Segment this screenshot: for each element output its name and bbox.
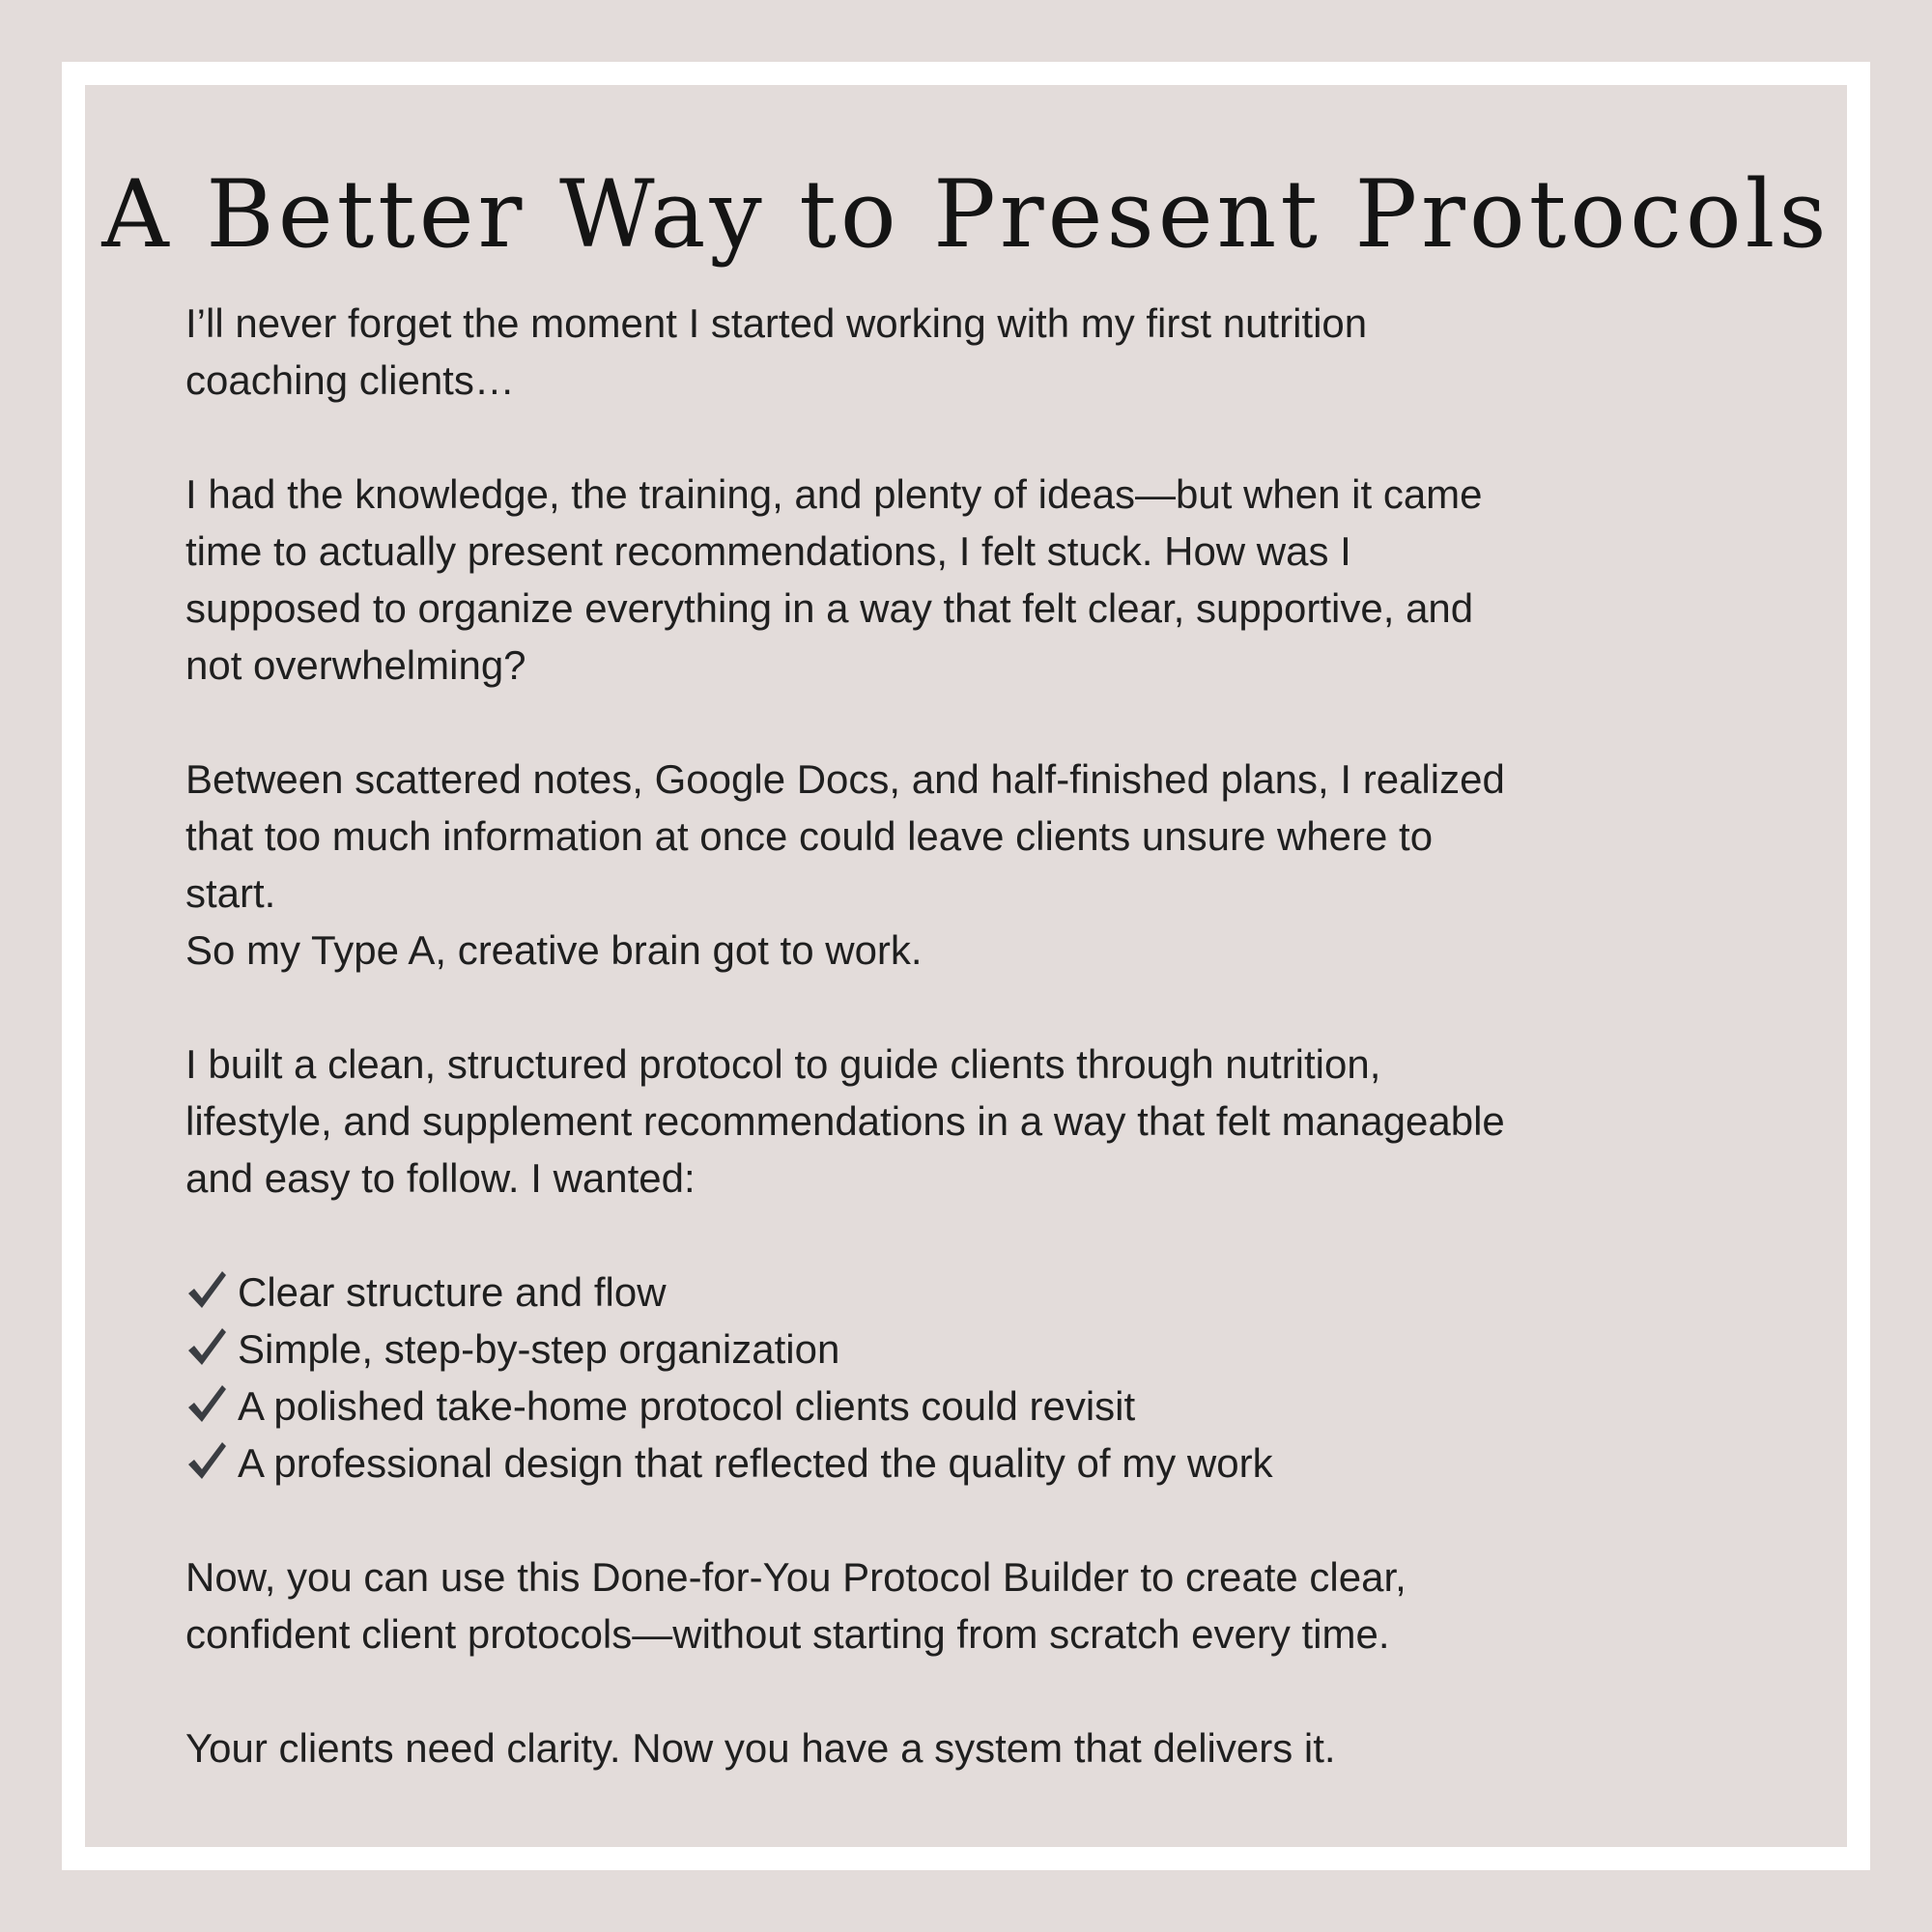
page-title: A Better Way to Present Protocols xyxy=(101,160,1831,269)
text-line: I’ll never forget the moment I started working with my first nutrition xyxy=(185,300,1368,346)
text-line: coaching clients… xyxy=(185,357,515,403)
checklist-item-label: A professional design that reflected the quality of my work xyxy=(238,1440,1273,1486)
paragraph-realization xyxy=(185,751,1750,979)
text-line: Between scattered notes, Google Docs, and half-finished plans, I realized xyxy=(185,756,1505,802)
text-line: not overwhelming? xyxy=(185,642,526,688)
text-line: confident client protocols—without starting from scratch every time. xyxy=(185,1611,1390,1657)
text-line: time to actually present recommendations, I felt stuck. How was I xyxy=(185,528,1351,574)
text-line: and easy to follow. I wanted: xyxy=(185,1155,696,1201)
paragraph-problem xyxy=(185,466,1750,694)
paragraph-solution xyxy=(185,1036,1750,1207)
paragraph-offer xyxy=(185,1548,1750,1662)
text-line: So my Type A, creative brain got to work. xyxy=(185,927,923,973)
text-line: I built a clean, structured protocol to guide clients through nutrition, xyxy=(185,1041,1381,1087)
text-line: supposed to organize everything in a way that felt clear, supportive, and xyxy=(185,585,1474,631)
checklist-item xyxy=(185,1435,1750,1492)
checklist-item xyxy=(185,1321,1750,1378)
text-line: Your clients need clarity. Now you have a system that delivers it. xyxy=(185,1725,1336,1771)
text-line: Now, you can use this Done-for-You Protocol Builder to create clear, xyxy=(185,1554,1406,1600)
checklist xyxy=(185,1264,1750,1492)
body-content xyxy=(185,295,1750,1833)
text-line: that too much information at once could leave clients unsure where to xyxy=(185,813,1434,859)
paragraph-intro xyxy=(185,295,1750,409)
checklist-item xyxy=(185,1378,1750,1435)
text-line: lifestyle, and supplement recommendations in a way that felt manageable xyxy=(185,1098,1505,1144)
checklist-item-label: Simple, step-by-step organization xyxy=(238,1326,840,1372)
text-line: start. xyxy=(185,870,276,916)
check-icon xyxy=(185,1324,228,1369)
check-icon xyxy=(185,1438,228,1483)
checklist-item-label: A polished take-home protocol clients could revisit xyxy=(238,1383,1136,1429)
check-icon xyxy=(185,1267,228,1312)
checklist-item-label: Clear structure and flow xyxy=(238,1269,667,1315)
checklist-item xyxy=(185,1264,1750,1321)
check-icon xyxy=(185,1381,228,1426)
paragraph-closing xyxy=(185,1719,1750,1776)
text-line: I had the knowledge, the training, and plenty of ideas—but when it came xyxy=(185,471,1483,517)
